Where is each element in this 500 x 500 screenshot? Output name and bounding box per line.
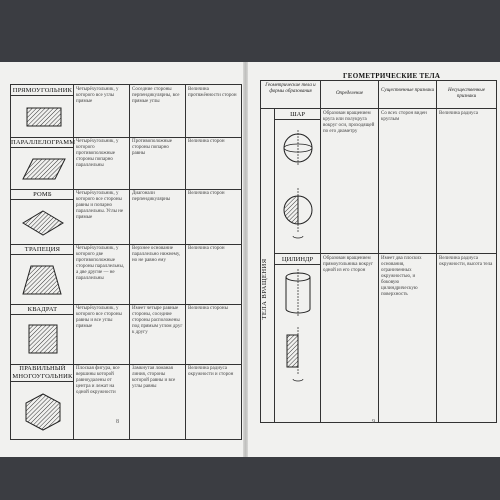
figure-label: ПАРАЛЛЕЛОГРАММ <box>11 139 76 146</box>
essential-cell: Имеет два плоских основания, ограниченных окружностью, и боковую цилиндрическую поверхность <box>379 254 437 422</box>
table-row <box>11 189 242 245</box>
parallelogram-drawing <box>17 154 69 184</box>
trapezoid-drawing <box>17 261 69 299</box>
column-header: Несущественные признаки <box>437 81 496 109</box>
figure-label: РОМБ <box>11 189 74 200</box>
solid-figure-cell <box>275 265 321 422</box>
nonessential-cell: Величина радиуса <box>437 109 496 254</box>
right-page <box>248 62 500 457</box>
figure-cell <box>11 85 74 137</box>
parameters-cell: Величина сторон <box>186 137 242 189</box>
figure-cell <box>11 137 74 189</box>
figure-cell <box>11 244 74 304</box>
hexagon-drawing <box>17 390 69 432</box>
plane-figures-table <box>10 84 242 440</box>
left-page <box>0 62 243 457</box>
parameters-cell: Величина сторон <box>186 189 242 244</box>
properties-cell: Имеет четыре равные стороны, соседние стороны расположены под прямым углом друг к другу <box>130 304 186 364</box>
parameters-cell: Величина стороны <box>186 304 242 364</box>
group-cell <box>261 109 275 422</box>
definition-cell: Четырёхугольник, у которого противоположные стороны попарно параллельны <box>74 137 130 189</box>
rhombus-drawing <box>17 207 69 239</box>
solid-label: ЦИЛИНДР <box>275 254 321 265</box>
column-header: Геометрические тела и формы образования <box>261 81 321 109</box>
definition-cell: Четырёхугольник, у которого две противоположные стороны параллельны, а две другие — не параллельны <box>74 244 130 304</box>
figure-cell <box>11 304 74 364</box>
table-row <box>11 364 242 440</box>
table-row <box>11 244 242 305</box>
parameters-cell: Величина радиуса окружности и сторон <box>186 364 242 439</box>
definition-cell: Образован вращением круга или полукруга вокруг оси, проходящей по его диаметру <box>321 109 379 254</box>
figure-label: ПРЯМОУГОЛЬНИК <box>12 87 73 94</box>
parameters-cell: Величина сторон <box>186 244 242 304</box>
properties-cell: Противоположные стороны попарно равны <box>130 137 186 189</box>
definition-cell: Четырёхугольник, у которого все стороны равны и все углы прямые <box>74 304 130 364</box>
cylinder-drawing <box>277 267 319 417</box>
page-number: 9 <box>372 419 375 425</box>
essential-cell: Со всех сторон виден круглым <box>379 109 437 254</box>
solid-figure-cell <box>275 120 321 254</box>
figure-cell <box>11 189 74 244</box>
table-row <box>11 85 242 138</box>
properties-cell: Соседние стороны перпендикулярны, все прямые углы <box>130 85 186 137</box>
properties-cell: Замкнутая ломаная линия, стороны которой равны и все углы равны <box>130 364 186 439</box>
definition-cell: Четырёхугольник, у которого все углы прямые <box>74 85 130 137</box>
figure-label: ТРАПЕЦИЯ <box>11 244 74 255</box>
page-title: ГЕОМЕТРИЧЕСКИЕ ТЕЛА <box>343 72 441 80</box>
figure-label: КВАДРАТ <box>11 304 74 315</box>
column-header: Существенные признаки <box>379 81 437 109</box>
properties-cell: Верхнее основание параллельно нижнему, но не равно ему <box>130 244 186 304</box>
definition-cell: Образован вращением прямоугольника вокруг одной из его сторон <box>321 254 379 422</box>
square-drawing <box>17 320 69 360</box>
column-header: Определение <box>321 81 379 109</box>
page-number: 8 <box>116 419 119 425</box>
table-row <box>11 304 242 365</box>
definition-cell: Плоская фигура, все вершины которой равноудалены от центра и лежат на одной окружности <box>74 364 130 439</box>
solid-label: ШАР <box>275 109 321 120</box>
group-label: ТЕЛА ВРАЩЕНИЯ <box>261 258 268 320</box>
figure-label: ПРАВИЛЬНЫЙ МНОГОУГОЛЬНИК <box>12 365 73 380</box>
solids-table <box>260 80 497 423</box>
nonessential-cell: Величина радиуса окружности, высота тела <box>439 256 493 267</box>
table-row <box>11 137 242 190</box>
properties-cell: Диагонали перпендикулярны <box>130 189 186 244</box>
rectangle-drawing <box>17 102 67 132</box>
figure-cell <box>11 364 74 439</box>
sphere-drawing <box>277 122 319 252</box>
definition-cell: Четырёхугольник, у которого все стороны равны и попарно параллельны. Углы не прямые <box>74 189 130 244</box>
parameters-cell: Величина протяжённости сторон <box>186 85 242 137</box>
